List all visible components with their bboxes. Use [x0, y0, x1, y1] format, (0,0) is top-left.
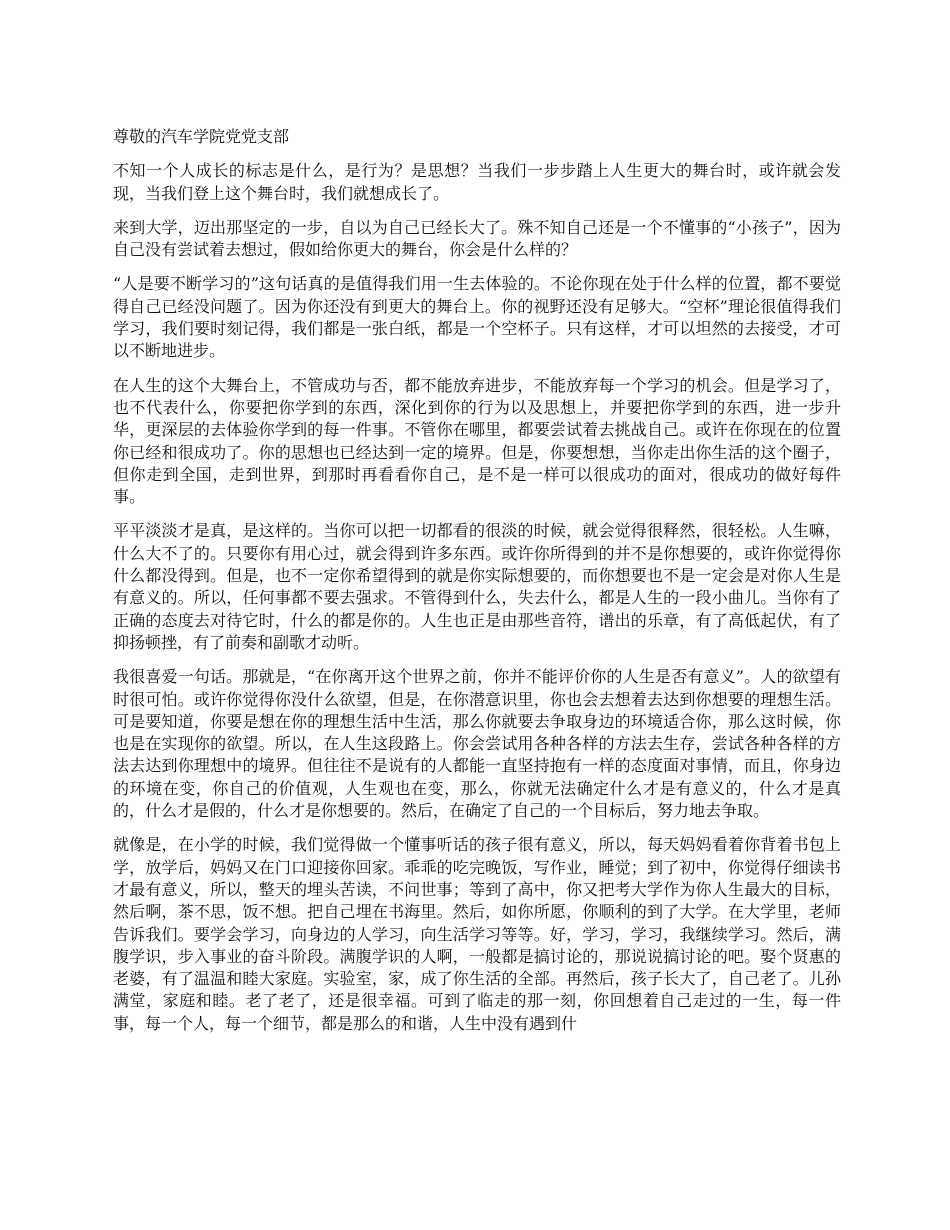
- salutation: 尊敬的汽车学院党党支部: [113, 127, 290, 146]
- paragraph-7: 就像是，在小学的时候，我们觉得做一个懂事听话的孩子很有意义，所以，每天妈妈看着你背着书包上学，放学后，妈妈又在门口迎接你回家。乖乖的吃完晚饭，写作业，睡觉；到了初中，你觉得仔细读书才最有意义，所以，整天的埋头苦读，不问世事；等到了高中，你又把考大学作为你人生最大的目标，然后啊，茶不思，饭不想。把自己埋在书海里。然后，如你所愿，你顺利的到了大学。在大学里，老师告诉我们。要学会学习，向身边的人学习，向生活学习等等。好，学习，学习，我继续学习。然后，满腹学识，步入事业的奋斗阶段。满腹学识的人啊，一般都是搞讨论的，那说说搞讨论的吧。娶个贤惠的老婆，有了温温和睦大家庭。实验室，家，成了你生活的全部。再然后，孩子长大了，自己老了。儿孙满堂，家庭和睦。老了老了，还是很幸福。可到了临走的那一刻，你回想着自己走过的一生，每一件事，每一个人，每一个细节，都是那么的和谐，人生中没有遇到什: [113, 835, 841, 1033]
- paragraph-3: “人是要不断学习的”这句话真的是值得我们用一生去体验的。不论你现在处于什么样的位置，都不要觉得自己已经没问题了。因为你还没有到更大的舞台上。你的视野还没有足够大。“空杯”理论很值得我们学习，我们要时刻记得，我们都是一张白纸，都是一个空杯子。只有这样，才可以坦然的去接受，才可以不断地进步。: [113, 274, 841, 361]
- document-body: [113, 126, 841, 1047]
- paragraph-2: 来到大学，迈出那坚定的一步，自以为自己已经长大了。殊不知自己还是一个不懂事的“小孩子”，因为自己没有尝试着去想过，假如给你更大的舞台，你会是什么样的？: [113, 217, 841, 260]
- paragraph-6: 我很喜爱一句话。那就是，“在你离开这个世界之前，你并不能评价你的人生是否有意义”。人的欲望有时很可怕。或许你觉得你没什么欲望，但是，在你潜意识里，你也会去想着去达到你想要的理想生活。可是要知道，你要是想在你的理想生活中生活，那么你就要去争取身边的环境适合你，那么这时候，你也是在实现你的欲望。所以，在人生这段路上。你会尝试用各种各样的方法去生存，尝试各种各样的方法去达到你理想中的境界。但往往不是说有的人都能一直坚持抱有一样的态度面对事情，而且，你身边的环境在变，你自己的价值观，人生观也在变，那么，你就无法确定什么才是有意义的，什么才是真的，什么才是假的，什么才是你想要的。然后，在确定了自己的一个目标后，努力地去争取。: [113, 667, 841, 821]
- paragraph-5: 平平淡淡才是真，是这样的。当你可以把一切都看的很淡的时候，就会觉得很释然，很轻松。人生嘛，什么大不了的。只要你有用心过，就会得到许多东西。或许你所得到的并不是你想要的，或许你觉得你什么都没得到。但是，也不一定你希望得到的就是你实际想要的，而你想要也不是一定会是对你人生是有意义的。所以，任何事都不要去强求。不管得到什么，失去什么，都是人生的一段小曲儿。当你有了正确的态度去对待它时，什么的都是你的。人生也正是由那些音符，谱出的乐章，有了高低起伏，有了抑扬顿挫，有了前奏和副歌才动听。: [113, 521, 841, 652]
- paragraph-1: 不知一个人成长的标志是什么，是行为？是思想？当我们一步步踏上人生更大的舞台时，或许就会发现，当我们登上这个舞台时，我们就想成长了。: [113, 161, 841, 203]
- paragraph-4: 在人生的这个大舞台上，不管成功与否，都不能放弃进步，不能放弃每一个学习的机会。但是学习了，也不代表什么，你要把你学到的东西，深化到你的行为以及思想上，并要把你学到的东西，进一步升华，更深层的去体验你学到的每一件事。不管你在哪里，都要尝试着去挑战自己。或许在你现在的位置你已经和很成功了。你的思想也已经达到一定的境界。但是，你要想想，当你走出你生活的这个圈子，但你走到全国，走到世界，到那时再看看你自己，是不是一样可以很成功的面对，很成功的做好每件事。: [113, 375, 841, 507]
